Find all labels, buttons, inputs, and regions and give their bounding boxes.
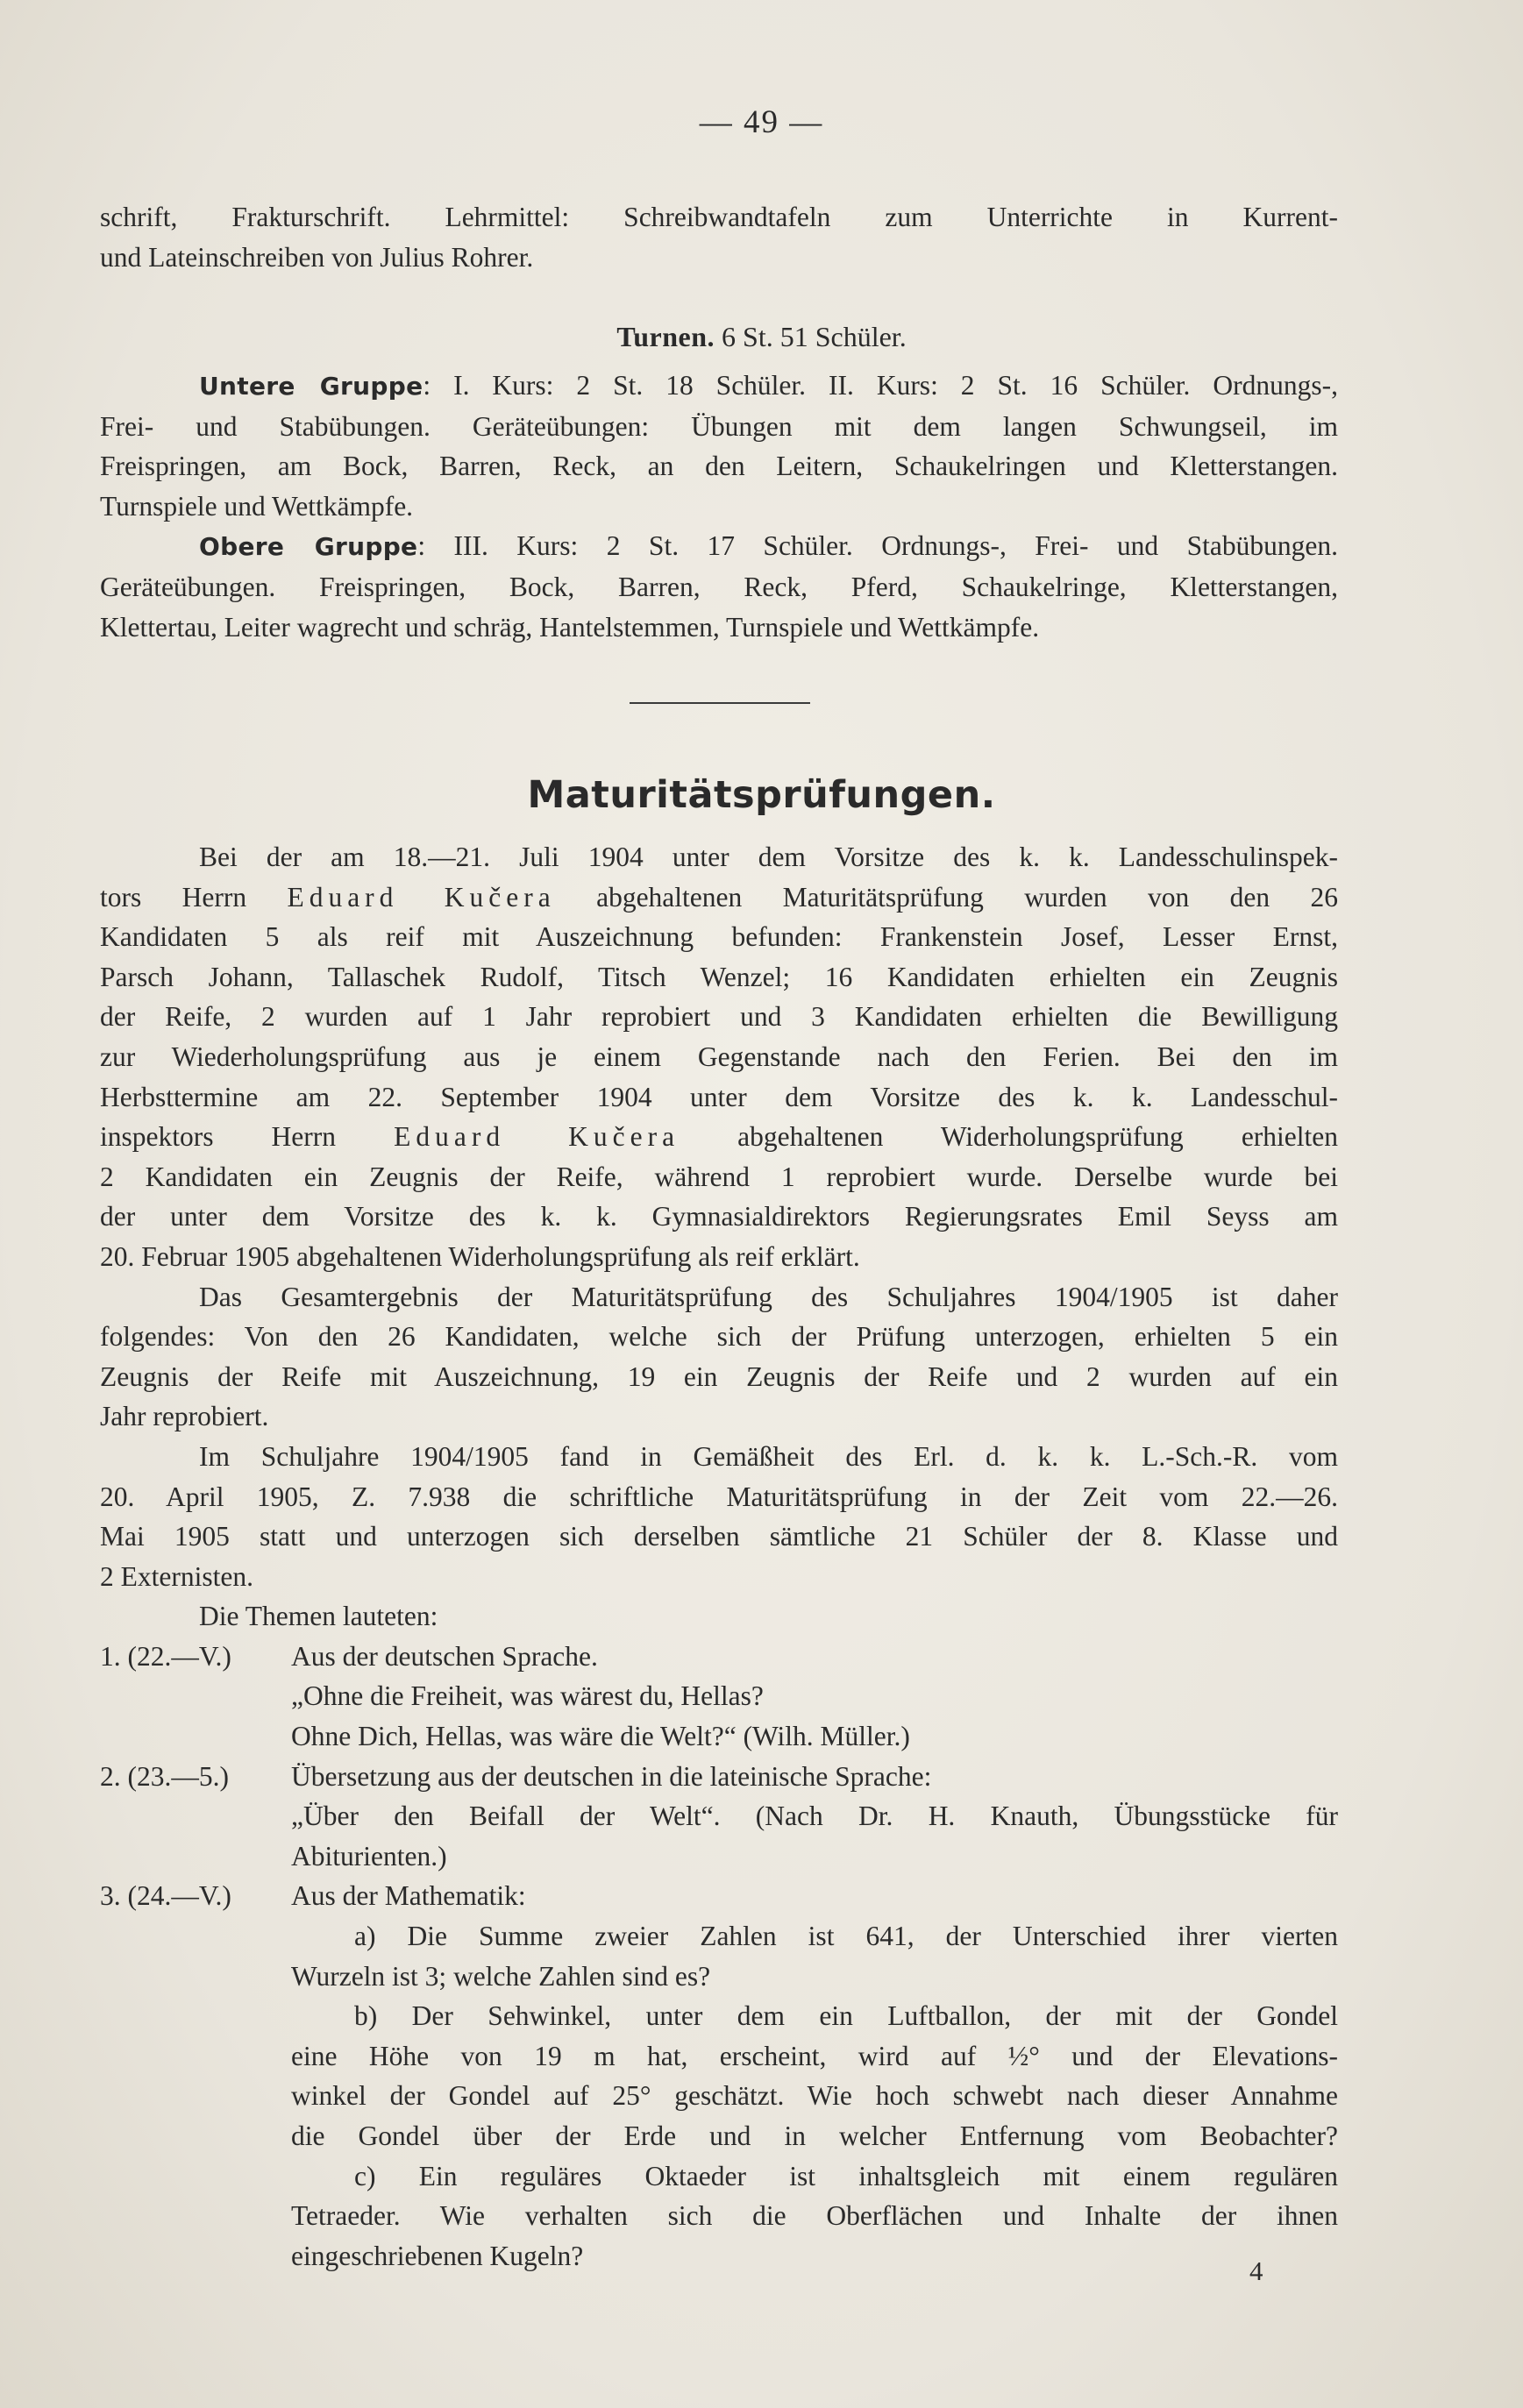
theme-line: „Ohne die Freiheit, was wärest du, Hellas? xyxy=(291,1680,764,1712)
theme-line: b) Der Sehwinkel, unter dem ein Luftballon, der mit der Gondel xyxy=(354,2000,1338,2032)
theme-line: „Über den Beifall der Welt“. (Nach Dr. H. Knauth, Übungsstücke für xyxy=(291,1801,1338,1832)
maturity-body xyxy=(100,837,1338,2276)
text-line: 2 Externisten. xyxy=(100,1560,253,1592)
theme-line: winkel der Gondel auf 25° geschätzt. Wie hoch schwebt nach dieser Annahme xyxy=(291,2080,1338,2112)
text-line: 20. Februar 1905 abgehaltenen Widerholungsprüfung als reif erklärt. xyxy=(100,1240,860,1272)
text-line: Untere Gruppe: I. Kurs: 2 St. 18 Schüler. II. Kurs: 2 St. 16 Schüler. Ordnungs-, xyxy=(199,370,1339,401)
obere-gruppe-label: Obere Gruppe xyxy=(199,532,418,562)
theme-number: 3. (24.—V.) xyxy=(100,1880,231,1912)
theme-line: eingeschriebenen Kugeln? xyxy=(291,2240,584,2271)
page-number: — 49 — xyxy=(699,104,824,140)
theme-item xyxy=(100,1757,1338,1797)
theme-line: c) Ein reguläres Oktaeder ist inhaltsgleich mit einem regulären xyxy=(354,2160,1338,2191)
text-line: Turnspiele und Wettkämpfe. xyxy=(100,490,414,522)
text-line: inspektors Herrn Eduard Kučera abgehaltenen Widerholungsprüfung erhielten xyxy=(100,1121,1339,1153)
theme-line: eine Höhe von 19 m hat, erscheint, wird auf ½° und der Elevations- xyxy=(291,2040,1338,2071)
theme-line: Abiturienten.) xyxy=(291,1840,447,1872)
text-line: zur Wiederholungsprüfung aus je einem Gegenstande nach den Ferien. Bei den im xyxy=(100,1041,1338,1072)
text-line: Jahr reprobiert. xyxy=(100,1401,269,1432)
text-line: der unter dem Vorsitze des k. k. Gymnasialdirektors Regierungsrates Emil Seyss am xyxy=(100,1201,1338,1232)
text-line: Frei- und Stabübungen. Geräteübungen: Übungen mit dem langen Schwungseil, im xyxy=(100,410,1338,442)
text-line: tors Herrn Eduard Kučera abgehaltenen Maturitätsprüfung wurden von den 26 xyxy=(100,881,1338,913)
turnen-heading xyxy=(0,321,1523,353)
theme-line: Ohne Dich, Hellas, was wäre die Welt?“ (Wilh. Müller.) xyxy=(291,1721,910,1752)
text-line: Im Schuljahre 1904/1905 fand in Gemäßheit des Erl. d. k. k. L.-Sch.-R. vom xyxy=(199,1440,1338,1472)
text-line: und Lateinschreiben von Julius Rohrer. xyxy=(100,241,534,273)
text-line: schrift, Frakturschrift. Lehrmittel: Schreibwandtafeln zum Unterrichte in Kurrent- xyxy=(100,202,1338,232)
text-line: Kandidaten 5 als reif mit Auszeichnung befunden: Frankenstein Josef, Lesser Ernst, xyxy=(100,921,1338,953)
theme-item xyxy=(100,1637,1338,1677)
theme-title: Aus der deutschen Sprache. xyxy=(291,1640,598,1672)
text-line: folgendes: Von den 26 Kandidaten, welche sich der Prüfung unterzogen, erhielten 5 ein xyxy=(100,1321,1338,1353)
text-line: Parsch Johann, Tallaschek Rudolf, Titsch Wenzel; 16 Kandidaten erhielten ein Zeugnis xyxy=(100,961,1338,992)
turnen-title: Turnen. xyxy=(616,321,715,352)
signature-mark: 4 xyxy=(1249,2255,1263,2286)
theme-line: a) Die Summe zweier Zahlen ist 641, der Unterschied ihrer vierten xyxy=(354,1921,1338,1952)
turnen-detail: 6 St. 51 Schüler. xyxy=(722,321,907,352)
text-line: Herbsttermine am 22. September 1904 unter dem Vorsitze des k. k. Landesschul- xyxy=(100,1081,1338,1112)
text-line: Mai 1905 statt und unterzogen sich derselben sämtliche 21 Schüler der 8. Klasse und xyxy=(100,1521,1338,1552)
text-line: 2 Kandidaten ein Zeugnis der Reife, während 1 reprobiert wurde. Derselbe wurde bei xyxy=(100,1161,1338,1192)
section-divider xyxy=(630,702,810,704)
text-line: Klettertau, Leiter wagrecht und schräg, Hantelstemmen, Turnspiele und Wettkämpfe. xyxy=(100,611,1040,643)
text-line: 20. April 1905, Z. 7.938 die schriftliche Maturitätsprüfung in der Zeit vom 22.—26. xyxy=(100,1481,1338,1512)
turnen-body xyxy=(100,366,1338,647)
text-line: Obere Gruppe: III. Kurs: 2 St. 17 Schüler. Ordnungs-, Frei- und Stabübungen. xyxy=(199,530,1338,562)
text-line: Das Gesamtergebnis der Maturitätsprüfung des Schuljahres 1904/1905 ist daher xyxy=(199,1281,1338,1312)
theme-title: Übersetzung aus der deutschen in die lateinische Sprache: xyxy=(291,1760,932,1792)
untere-gruppe-label: Untere Gruppe xyxy=(199,372,423,401)
theme-line: die Gondel über der Erde und in welcher Entfernung vom Beobachter? xyxy=(291,2120,1338,2151)
themes-intro: Die Themen lauteten: xyxy=(199,1601,438,1632)
text-line: der Reife, 2 wurden auf 1 Jahr reprobiert und 3 Kandidaten erhielten die Bewilligung xyxy=(100,1001,1338,1033)
examiner-name: Eduard Kučera xyxy=(394,1121,680,1153)
theme-number: 1. (22.—V.) xyxy=(100,1640,231,1672)
top-text xyxy=(100,197,1338,277)
section-heading: Maturitätsprüfungen. xyxy=(527,773,996,817)
text-line: Zeugnis der Reife mit Auszeichnung, 19 ein Zeugnis der Reife und 2 wurden auf ein xyxy=(100,1360,1338,1392)
text-line: Geräteübungen. Freispringen, Bock, Barren, Reck, Pferd, Schaukelringe, Kletterstangen, xyxy=(100,571,1338,602)
theme-item xyxy=(100,1876,1338,1916)
theme-number: 2. (23.—5.) xyxy=(100,1760,229,1792)
theme-line: Wurzeln ist 3; welche Zahlen sind es? xyxy=(291,1960,711,1992)
text-line: Freispringen, am Bock, Barren, Reck, an den Leitern, Schaukelringen und Kletterstangen. xyxy=(100,451,1338,482)
theme-line: Tetraeder. Wie verhalten sich die Oberflächen und Inhalte der ihnen xyxy=(291,2200,1338,2232)
examiner-name: Eduard Kučera xyxy=(287,881,556,913)
text-line: Bei der am 18.—21. Juli 1904 unter dem Vorsitze des k. k. Landesschulinspek- xyxy=(199,842,1338,872)
theme-title: Aus der Mathematik: xyxy=(291,1880,526,1912)
